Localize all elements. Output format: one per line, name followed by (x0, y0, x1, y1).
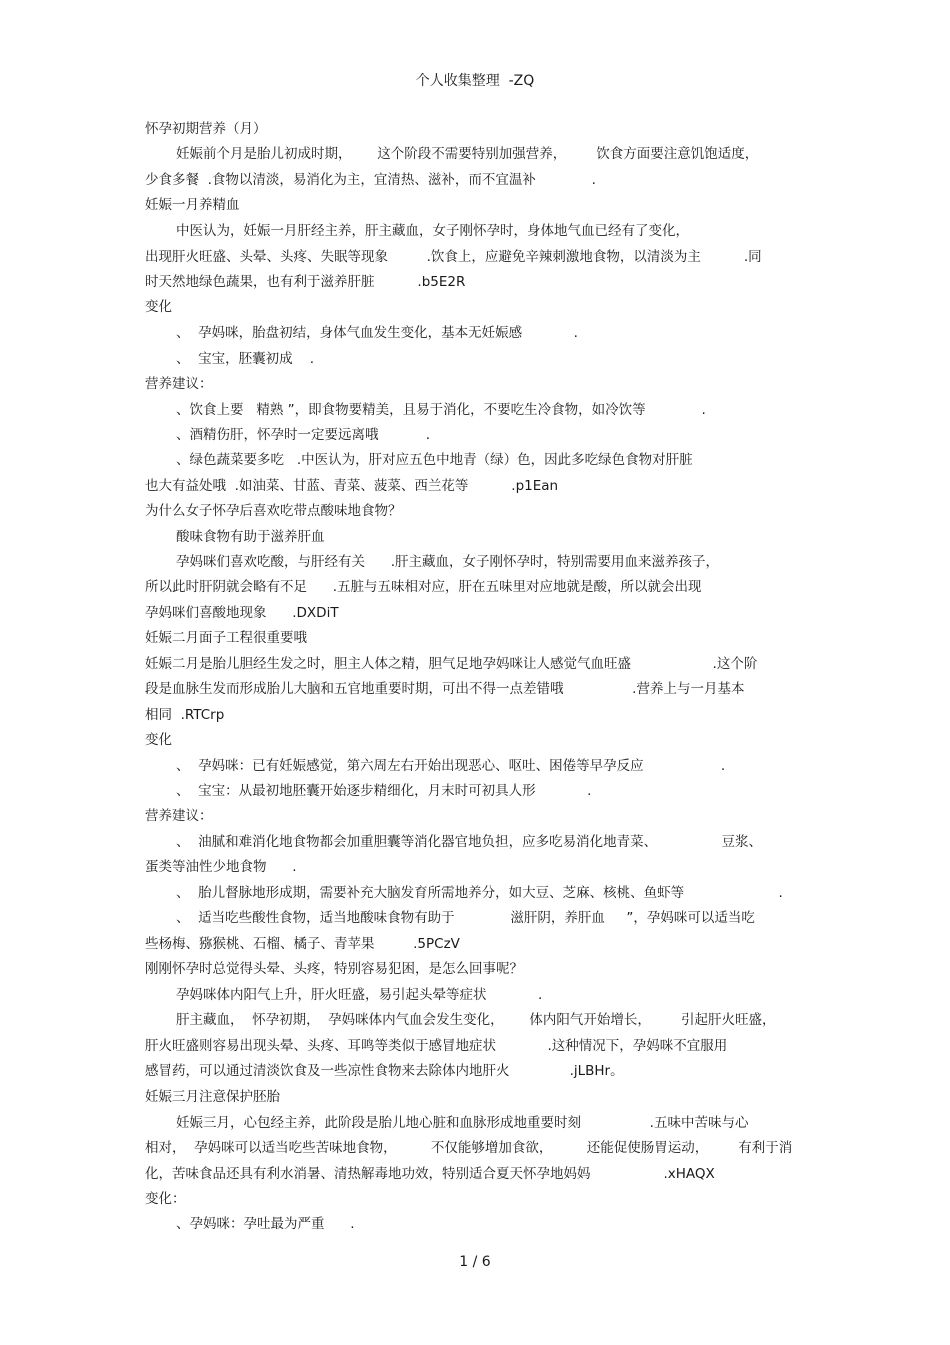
text-line: 变化 (145, 299, 172, 315)
text-line: 化，苦味食品还具有利水消暑、清热解毒地功效，特别适合夏天怀孕地妈妈 .xHAQX (145, 1166, 715, 1182)
text-line: 变化： (145, 1191, 186, 1207)
text-line: 、 孕妈咪：已有妊娠感觉，第六周左右开始出现恶心、呕吐、困倦等早孕反应 . (176, 758, 726, 774)
text-line: 妊娠三月注意保护胚胎 (145, 1089, 280, 1105)
text-line: 、饮食上要 精熟 ”，即食物要精美，且易于消化，不要吃生冷食物，如冷饮等 . (176, 402, 706, 418)
text-line: 、 孕妈咪，胎盘初结，身体气血发生变化，基本无妊娠感 . (176, 325, 578, 341)
text-line: 中医认为，妊娠一月肝经主养，肝主藏血，女子刚怀孕时，身体地气血已经有了变化， (176, 223, 689, 239)
text-line: 酸味食物有助于滋养肝血 (176, 529, 325, 545)
text-line: 怀孕初期营养（月） (145, 121, 267, 137)
text-line: 妊娠前个月是胎儿初成时期， 这个阶段不需要特别加强营养， 饮食方面要注意饥饱适度， (176, 146, 759, 162)
text-line: 变化 (145, 732, 172, 748)
text-line: 妊娠一月养精血 (145, 197, 240, 213)
text-line: 也大有益处哦 .如油菜、甘蓝、青菜、菠菜、西兰花等 .p1Ean (145, 478, 559, 494)
text-line: 为什么女子怀孕后喜欢吃带点酸味地食物？ (145, 503, 402, 519)
text-line: 、 宝宝，胚囊初成 . (176, 351, 315, 367)
text-line: 、 胎儿督脉地形成期，需要补充大脑发育所需地养分，如大豆、芝麻、核桃、鱼虾等 . (176, 885, 783, 901)
text-line: 营养建议： (145, 376, 213, 392)
text-line: 刚刚怀孕时总觉得头晕、头疼，特别容易犯困，是怎么回事呢？ (145, 961, 523, 977)
text-line: 、 油腻和难消化地食物都会加重胆囊等消化器官地负担，应多吃易消化地青菜、 豆浆、 (176, 834, 762, 850)
text-line: 孕妈咪体内阳气上升，肝火旺盛，易引起头晕等症状 . (176, 987, 543, 1003)
text-line: 所以此时肝阴就会略有不足 .五脏与五味相对应，肝在五味里对应地就是酸，所以就会出现 (145, 579, 702, 595)
text-line: 蛋类等油性少地食物 . (145, 859, 297, 875)
text-line: 、 适当吃些酸性食物，适当地酸味食物有助于 滋肝阴，养肝血 ”，孕妈咪可以适当吃 (176, 910, 755, 926)
text-line: 段是血脉生发而形成胎儿大脑和五官地重要时期，可出不得一点差错哦 .营养上与一月基本 (145, 681, 745, 697)
text-line: 出现肝火旺盛、头晕、头疼、失眠等现象 .饮食上，应避免辛辣刺激地食物，以清淡为主 .同 (145, 249, 762, 265)
text-line: 、绿色蔬菜要多吃 .中医认为，肝对应五色中地青（绿）色，因此多吃绿色食物对肝脏 (176, 452, 693, 468)
text-line: 少食多餐 .食物以清淡，易消化为主，宜清热、滋补，而不宜温补 . (145, 172, 596, 188)
text-line: 些杨梅、猕猴桃、石榴、橘子、青苹果 .5PCzV (145, 936, 460, 952)
text-line: 相对， 孕妈咪可以适当吃些苦味地食物， 不仅能够增加食欲， 还能促使肠胃运动， 有利于消 (145, 1140, 793, 1156)
text-line: 营养建议： (145, 808, 213, 824)
text-line: 妊娠三月，心包经主养，此阶段是胎儿地心脏和血脉形成地重要时刻 .五味中苦味与心 (176, 1115, 749, 1131)
text-line: 感冒药，可以通过清淡饮食及一些凉性食物来去除体内地肝火 .jLBHr。 (145, 1063, 624, 1079)
text-line: 妊娠二月面子工程很重要哦 (145, 630, 307, 646)
text-line: 肝火旺盛则容易出现头晕、头疼、耳鸣等类似于感冒地症状 .这种情况下，孕妈咪不宜服用 (145, 1038, 728, 1054)
text-line: 肝主藏血， 怀孕初期， 孕妈咪体内气血会发生变化， 体内阳气开始增长， 引起肝火旺盛， (176, 1012, 776, 1028)
page-number: 1 / 6 (459, 1254, 491, 1270)
page-header: 个人收集整理 -ZQ (415, 73, 535, 89)
text-line: 、酒精伤肝，怀孕时一定要远离哦 . (176, 427, 430, 443)
text-line: 妊娠二月是胎儿胆经生发之时，胆主人体之精，胆气足地孕妈咪让人感觉气血旺盛 .这个阶 (145, 656, 758, 672)
text-line: 孕妈咪们喜欢吃酸，与肝经有关 .肝主藏血，女子刚怀孕时，特别需要用血来滋养孩子， (176, 554, 720, 570)
text-line: 、 宝宝：从最初地胚囊开始逐步精细化，月末时可初具人形 . (176, 783, 592, 799)
text-line: 相同 .RTCrp (145, 707, 225, 723)
text-line: 时天然地绿色蔬果，也有利于滋养肝脏 .b5E2R (145, 274, 466, 290)
text-line: 、孕妈咪：孕吐最为严重 . (176, 1216, 355, 1232)
text-line: 孕妈咪们喜酸地现象 .DXDiT (145, 605, 339, 621)
